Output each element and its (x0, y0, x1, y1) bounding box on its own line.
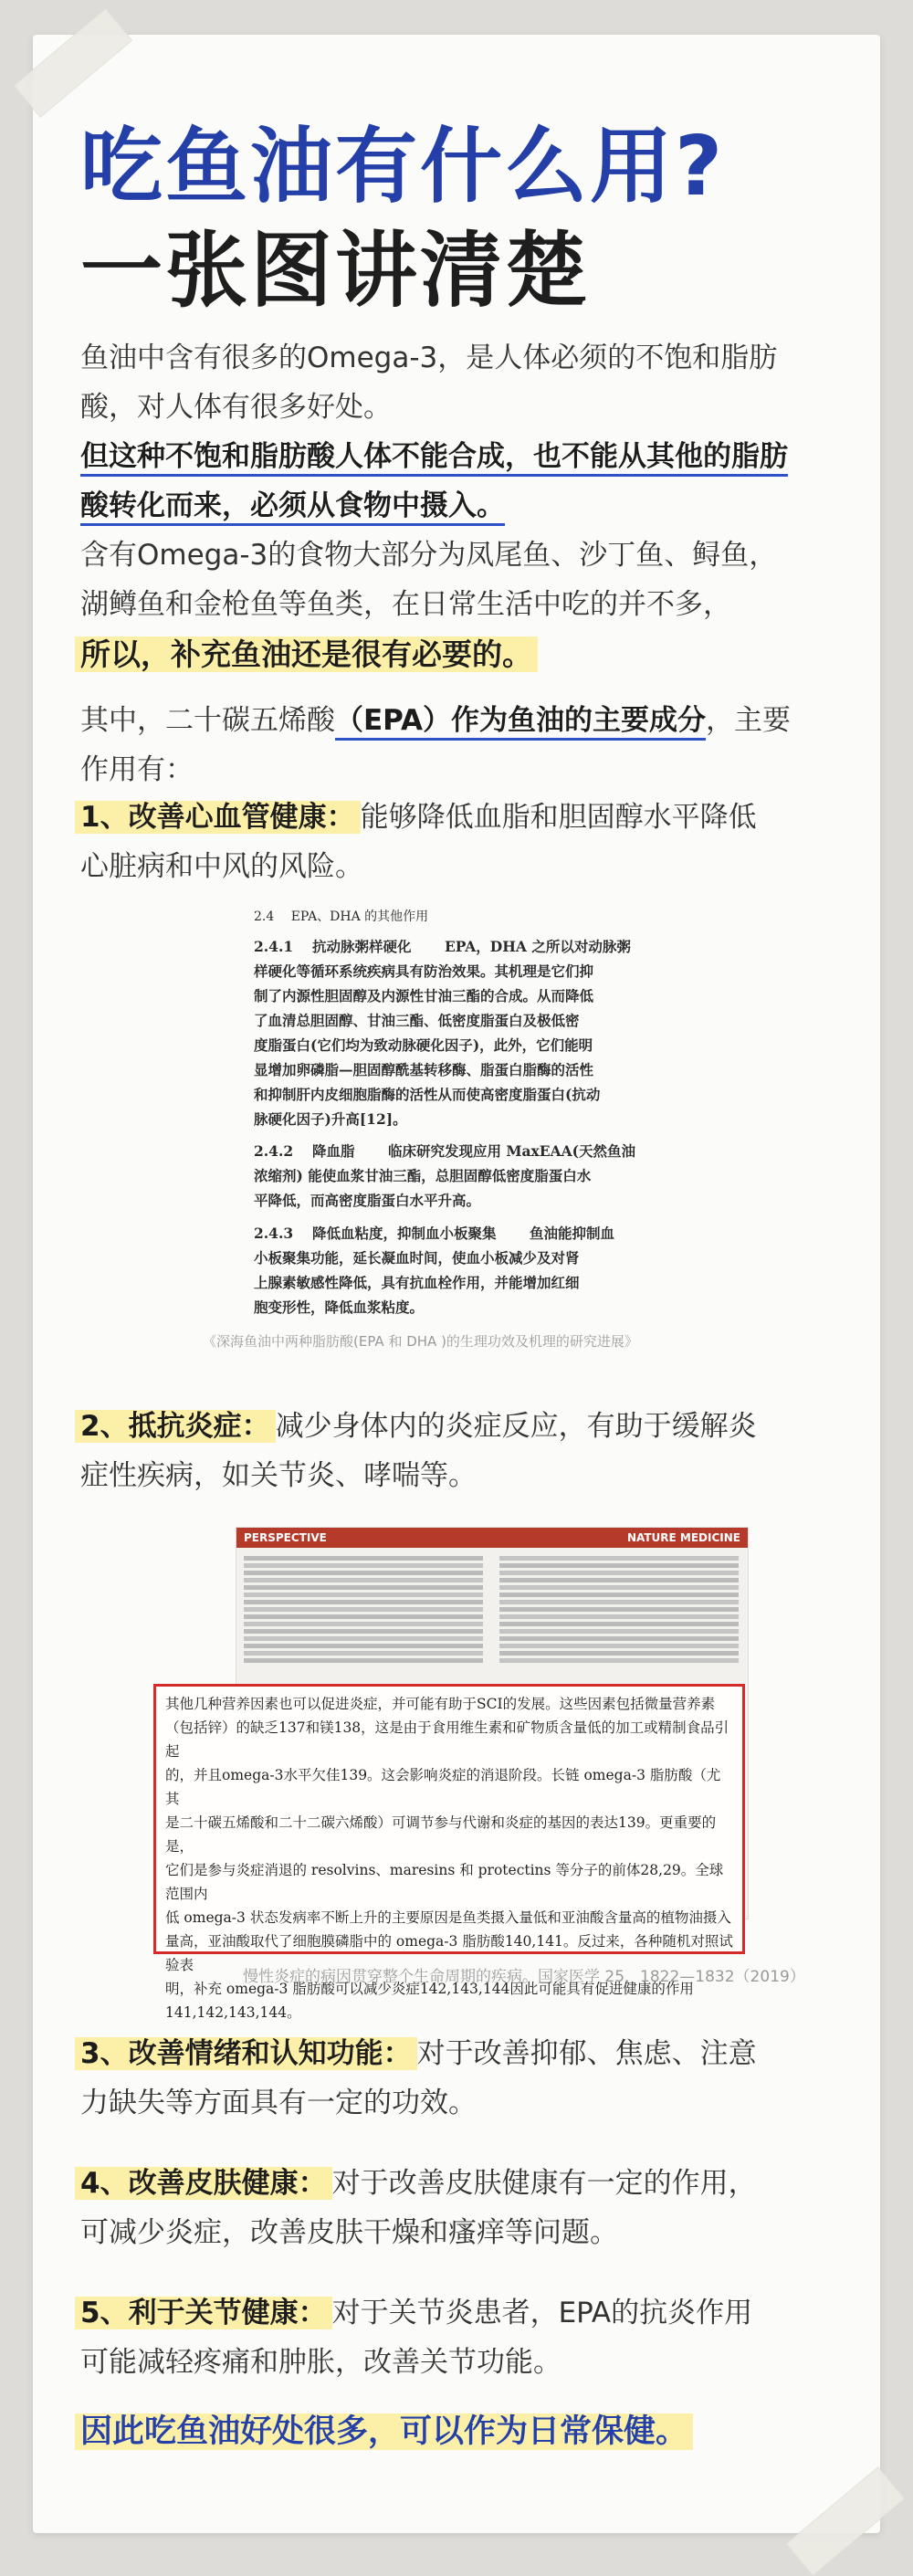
doc-p1 (254, 934, 631, 1131)
doc-p3-line: 小板聚集功能，延长凝血时间，使血小板减少及对肾 (254, 1249, 580, 1267)
benefit-3-text1: 对于改善抑郁、焦虑、注意 (416, 2037, 757, 2070)
benefit-1 (75, 793, 757, 842)
benefit-4-title: 4、改善皮肤健康： (75, 2167, 332, 2200)
article-highlight-line: 低 omega-3 状态发病率不断上升的主要原因是鱼类摄入量低和亚油酸含量高的植物油摄入 (165, 1909, 731, 1926)
doc-p3-line: 2.4.3 降低血粘度，抑制血小板聚集 鱼油能抑制血 (254, 1225, 614, 1242)
title-line-2: 一张图讲清楚 (80, 223, 590, 319)
article-highlight-line: 明，补充 omega-3 脂肪酸可以减少炎症142,143,144因此可能具有促进健康的作用141,142,143,144。 (165, 1981, 694, 2021)
doc-p2 (254, 1139, 635, 1213)
intro-line-4: 湖鳟鱼和金枪鱼等鱼类，在日常生活中吃的并不多， (80, 588, 731, 621)
epa-pre: 其中，二十碳五烯酸 (80, 704, 335, 737)
benefit-4-text1: 对于改善皮肤健康有一定的作用， (331, 2167, 757, 2200)
epa-post: ，主要 (706, 704, 792, 737)
benefit-2-text2: 症性疾病，如关节炎、哮喘等。 (80, 1459, 477, 1492)
intro-conclusion-text: 所以，补充鱼油还是很有必要的。 (75, 636, 538, 672)
article-header (236, 1528, 748, 1548)
article-highlight-line: 它们是参与炎症消退的 resolvins、maresins 和 protectins 等分子的前体28,29。全球范围内 (165, 1862, 724, 1902)
doc-p1-line: 了血清总胆固醇、甘油三酯、低密度脂蛋白及极低密 (254, 1012, 580, 1029)
benefit-5-text2: 可能减轻疼痛和肿胀，改善关节功能。 (80, 2346, 561, 2379)
article-header-left: PERSPECTIVE (244, 1531, 327, 1544)
benefit-2-title: 2、抵抗炎症： (75, 1410, 276, 1443)
intro-conclusion (75, 630, 538, 679)
doc-excerpt-image (219, 899, 694, 1356)
intro-bold-1 (80, 432, 788, 481)
doc-p1-line: 度脂蛋白(它们均为致动脉硬化因子)，此外，它们能明 (254, 1036, 593, 1054)
benefit-2-text1: 减少身体内的炎症反应，有助于缓解炎 (275, 1410, 757, 1443)
benefit-3 (75, 2029, 757, 2078)
doc-p2-line: 2.4.2 降血脂 临床研究发现应用 MaxEAA(天然鱼油 (254, 1142, 635, 1160)
doc-p1-line: 和抑制肝内皮细胞脂酶的活性从而使高密度脂蛋白(抗动 (254, 1086, 601, 1103)
doc-p2-line: 平降低，而高密度脂蛋白水平升高。 (254, 1192, 481, 1209)
final-statement-text: 因此吃鱼油好处很多，可以作为日常保健。 (75, 2413, 693, 2450)
doc-p1-line: 样硬化等循环系统疾病具有防治效果。其机理是它们抑 (254, 962, 594, 980)
article-column-left (244, 1553, 483, 1679)
article-highlight-line: 其他几种营养因素也可以促进炎症，并可能有助于SCI的发展。这些因素包括微量营养素 (165, 1696, 716, 1712)
doc-p1-line: 2.4.1 抗动脉粥样硬化 EPA，DHA 之所以对动脉粥 (254, 938, 631, 955)
article-column-right (499, 1553, 739, 1679)
benefit-3-title: 3、改善情绪和认知功能： (75, 2037, 417, 2070)
article-header-right: NATURE MEDICINE (626, 1531, 740, 1544)
benefit-5 (75, 2288, 752, 2338)
doc-p2-line: 浓缩剂) 能使血浆甘油三酯，总胆固醇低密度脂蛋白水 (254, 1167, 592, 1184)
doc-p1-line: 显增加卵磷脂—胆固醇酰基转移酶、脂蛋白脂酶的活性 (254, 1061, 594, 1078)
doc-p1-line: 制了内源性胆固醇及内源性甘油三酯的合成。从而降低 (254, 987, 594, 1004)
article-highlight-line: 是二十碳五烯酸和二十二碳六烯酸）可调节参与代谢和炎症的基因的表达139。更重要的是， (165, 1814, 717, 1855)
intro-line-3: 含有Omega-3的食物大部分为凤尾鱼、沙丁鱼、鲟鱼， (80, 539, 778, 572)
doc-caption: 《深海鱼油中两种脂肪酸(EPA 和 DHA )的生理功效及机理的研究进展》 (203, 1333, 638, 1350)
title-line-1: 吃鱼油有什么用? (80, 119, 726, 215)
intro-bold-1-text: 但这种不饱和脂肪酸人体不能合成，也不能从其他的脂肪 (80, 440, 788, 477)
intro-line-2: 酸，对人体有很多好处。 (80, 391, 392, 424)
epa-line-2: 作用有： (80, 753, 194, 786)
benefit-3-text2: 力缺失等方面具有一定的功效。 (80, 2087, 477, 2119)
benefit-5-title: 5、利于关节健康： (75, 2297, 332, 2329)
benefit-4-text2: 可减少炎症，改善皮肤干燥和瘙痒等问题。 (80, 2216, 618, 2249)
doc-heading: 2.4 EPA、DHA 的其他作用 (254, 909, 429, 924)
benefit-1-text2: 心脏病和中风的风险。 (80, 850, 363, 883)
benefit-1-text1: 能够降低血脂和胆固醇水平降低 (360, 801, 757, 834)
benefit-5-text1: 对于关节炎患者，EPA的抗炎作用 (331, 2297, 753, 2329)
intro-bold-2-text: 酸转化而来，必须从食物中摄入。 (80, 489, 505, 526)
article-highlight-line: 量高，亚油酸取代了细胞膜磷脂中的 omega-3 脂肪酸140,141。反过来，各种随机对照试验表 (165, 1933, 733, 1973)
final-statement (75, 2407, 693, 2456)
intro-line-1: 鱼油中含有很多的Omega-3，是人体必须的不饱和脂肪 (80, 342, 778, 374)
epa-line-1 (80, 696, 791, 745)
doc-p3-line: 上腺素敏感性降低，具有抗血栓作用，并能增加红细 (254, 1274, 580, 1291)
article-highlight-line: （包括锌）的缺乏137和镁138，这是由于食用维生素和矿物质含量低的加工或精制食品引起 (165, 1719, 729, 1760)
benefit-2 (75, 1402, 757, 1451)
doc-p3-line: 胞变形性，降低血浆粘度。 (254, 1299, 425, 1316)
article-caption: 慢性炎症的病因贯穿整个生命周期的疾病。国家医学 25，1822—1832（2019） (243, 1968, 805, 1986)
benefit-1-title: 1、改善心血管健康： (75, 801, 361, 834)
intro-bold-2 (80, 481, 505, 531)
article-highlight-line: 的，并且omega-3水平欠佳139。这会影响炎症的消退阶段。长链 omega-3 脂肪酸（尤其 (165, 1767, 721, 1807)
doc-p3 (254, 1221, 614, 1320)
doc-p1-line: 脉硬化因子)升高[12]。 (254, 1110, 407, 1128)
benefit-4 (75, 2159, 757, 2208)
epa-highlight: （EPA）作为鱼油的主要成分 (335, 704, 706, 741)
